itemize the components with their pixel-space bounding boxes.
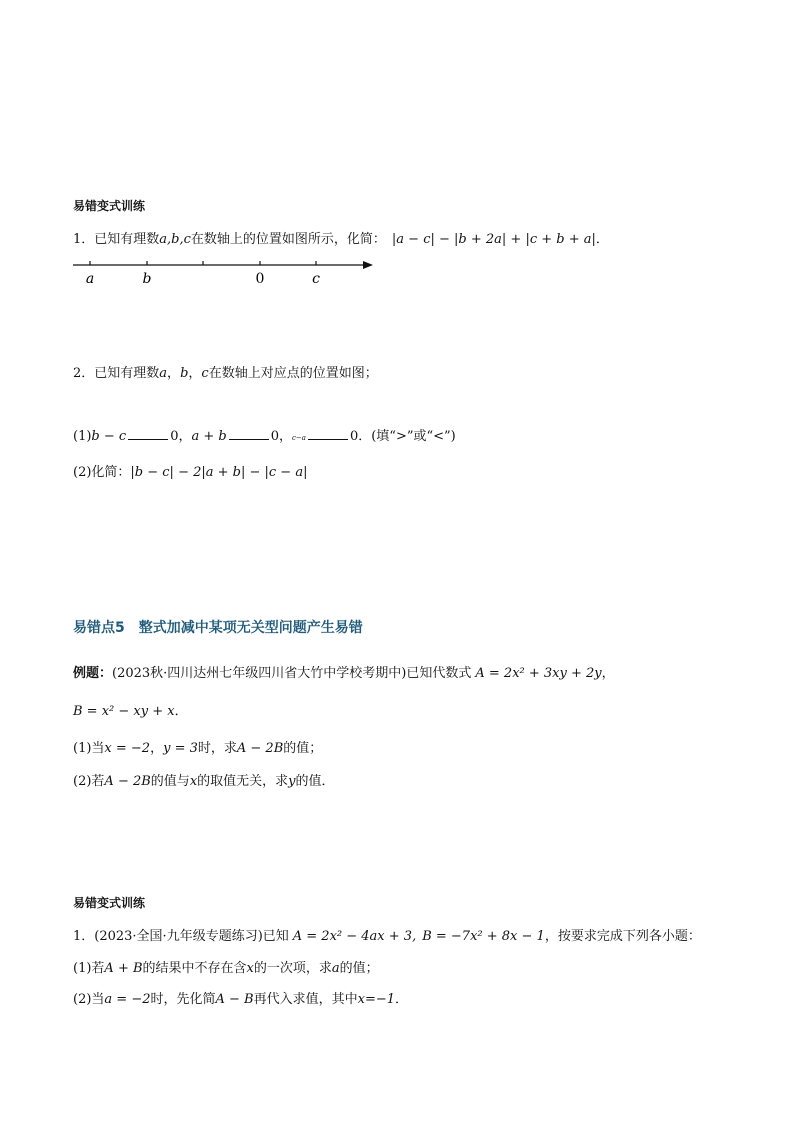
example-part-2: (2)若A − 2B的值与x的取值无关，求y的值．: [73, 774, 335, 789]
math-expression: |a − c| − |b + 2a| + |c + b + a|: [391, 232, 596, 247]
axis-arrow-icon: [363, 261, 373, 269]
math-expression: B = −7x² + 8x − 1: [422, 929, 545, 944]
label-zero: 0: [255, 271, 265, 287]
math-expression: A = 2x² + 3xy + 2y: [475, 666, 602, 681]
math-expression: B = x² − xy + x: [73, 704, 175, 719]
section-label: 易错变式训练: [73, 896, 146, 910]
example-part-1: (1)当x = −2，y = 3时，求A − 2B的值；: [73, 741, 323, 756]
question-2-part-1: (1)b − c 0，a + b 0，c−a 0．(填“>”或“<”): [73, 429, 456, 444]
section-label: 易错变式训练: [73, 199, 146, 213]
answer-blank[interactable]: [308, 439, 348, 440]
question-1-part-2: (2)当a = −2时，先化简A − B再代入求值，其中x=−1．: [73, 992, 409, 1007]
math-expression: A = 2x² − 4ax + 3,: [292, 929, 417, 944]
label-a: a: [85, 271, 95, 287]
answer-blank[interactable]: [229, 439, 269, 440]
example-problem-cont: B = x² − xy + x．: [73, 704, 188, 719]
label-c: c: [312, 271, 320, 287]
math-expression: |b − c| − 2|a + b| − |c − a|: [130, 465, 308, 480]
number-line: [70, 255, 380, 290]
label-b: b: [142, 271, 152, 287]
question-2-part-2: (2)化简：|b − c| − 2|a + b| − |c − a|: [73, 465, 308, 480]
example-problem: 例题：(2023秋·四川达州七年级四川省大竹中学校考期中)已知代数式 A = 2x² + 3xy + 2y，: [73, 666, 615, 681]
question-1: 1．已知有理数a,b,c在数轴上的位置如图所示，化简： |a − c| − |b + 2a| + |c + b + a|．: [73, 232, 609, 247]
section-heading: 易错点5 整式加减中某项无关型问题产生易错: [73, 620, 363, 636]
answer-blank[interactable]: [128, 439, 168, 440]
question-2: 2．已知有理数a，b，c在数轴上对应点的位置如图；: [73, 366, 378, 381]
math-vars: a,b,c: [159, 232, 191, 247]
question-1-part-1: (1)若A + B的结果中不存在含x的一次项，求a的值；: [73, 961, 379, 976]
question-1: 1．(2023·全国·九年级专题练习)已知 A = 2x² − 4ax + 3, B = −7x² + 8x − 1，按要求完成下列各小题：: [73, 929, 701, 944]
